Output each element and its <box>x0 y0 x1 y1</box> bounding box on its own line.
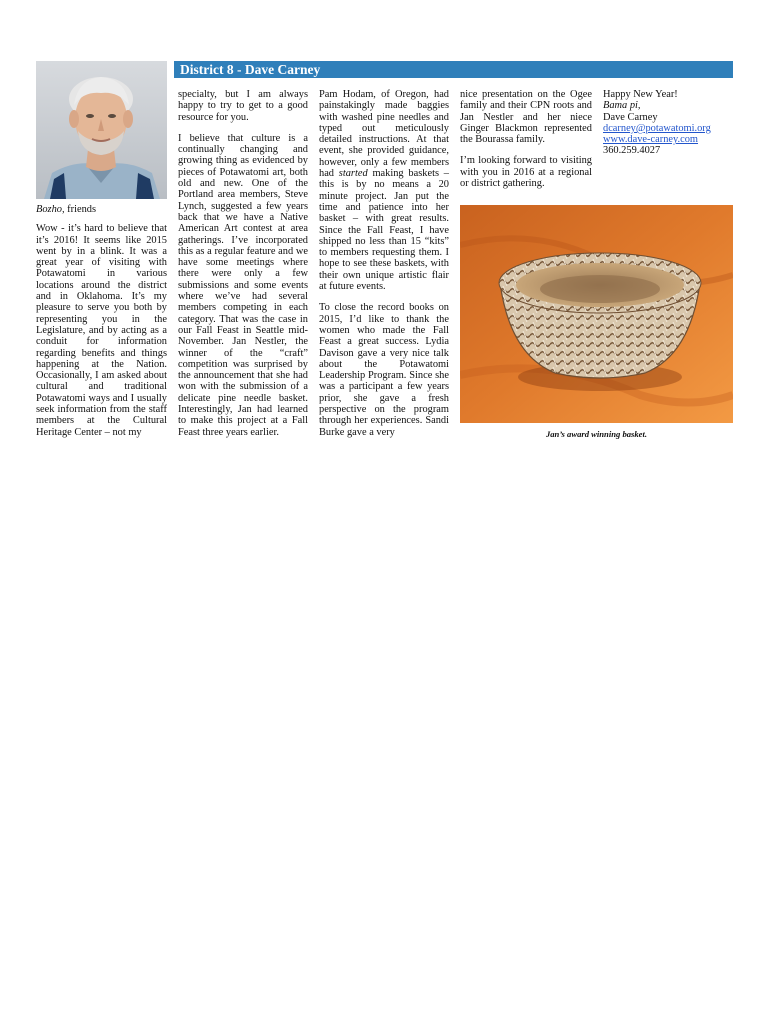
paragraph: nice presentation on the Ogee family and their CPN roots and Jan Nestler and her niece Ginger Blackmon represented the Bourassa family. <box>460 89 592 146</box>
photo-caption: Jan’s award winning basket. <box>545 429 648 439</box>
paragraph <box>319 89 449 292</box>
article-column-4 <box>460 89 592 189</box>
paragraph: I believe that culture is a continually changing and growing thing as evidenced by pieces of Potawatomi art, both old and new. One of the Portland area members, Steve Lynch, suggested a few years back that we have a Native American Art contest at area gatherings. I’ve incorporated this as a regular feature and we have some meetings where there were only a few submissions and some events where we’ve had several members competing in each category. That was the case in our Fall Feast in Seattle mid-November. Jan Nestler, the winner of the “craft” competition was surprised by the announcement that she had won with the submission of a delicate pine needle basket. Interestingly, Jan had learned to make this project at a Fall Feast three years earlier. <box>178 132 308 438</box>
basket-photo-icon <box>460 205 733 423</box>
paragraph: To close the record books on 2015, I’d like to thank the women who made the Fall Feast a great success. Lydia Davison gave a very nice talk about the Potawatomi Leadership Program. Since she was a participant a few years prior, she gave a fresh perspective on the program through her experiences. Sandi Burke gave a very <box>319 302 449 438</box>
author-name: Dave Carney <box>603 111 658 123</box>
greeting <box>36 204 167 215</box>
paragraph: Wow - it’s hard to believe that it’s 2016! It seems like 2015 went by in a blink. It was a great year of visiting with Potawatomi in various locations around the district and in Oklahoma. It’s my pleasure to serve you both by representing you in the Legislature, and by acting as a conduit for information regarding benefits and things happening at the Nation. Occasionally, I am asked about cultural and traditional Potawatomi ways and I usually seek information from the staff members at the Cultural Heritage Center – not my <box>36 223 167 438</box>
email-link[interactable]: dcarney@potawatomi.org <box>603 122 711 134</box>
paragraph: I’m looking forward to visiting with you in 2016 at a regional or district gathering. <box>460 155 592 190</box>
phone-number: 360.259.4027 <box>603 145 661 157</box>
portrait-photo-icon <box>36 61 167 199</box>
basket-photo <box>460 205 733 423</box>
emphasis-text: started <box>338 168 368 180</box>
signoff-line <box>603 100 733 111</box>
signoff-column <box>603 89 733 157</box>
article-column-1 <box>36 204 167 438</box>
page-title: District 8 - Dave Carney <box>180 62 321 77</box>
paragraph-text: Pam Hodam, of Oregon, had painstakingly made baggies with washed pine needles and typed out meticulously detailed instructions. At that event, she provided guidance, however, only a few members had <box>319 89 449 180</box>
article-column-2 <box>178 89 308 438</box>
portrait-photo <box>36 61 167 199</box>
paragraph: specialty, but I am always happy to try to get to a good resource for you. <box>178 89 308 123</box>
article-column-3 <box>319 89 449 438</box>
section-banner <box>174 61 733 78</box>
signoff-line: Happy New Year! <box>603 89 678 100</box>
paragraph-text: making baskets – this is by no means a 20 minute project. Jan put the time and patience into her basket – with great results. Since the Fall Feast, I have shipped no less than 15 “kits” to members requesting them. I hope to see these baskets, with their own unique artistic flair at future events. <box>319 168 449 293</box>
website-link[interactable]: www.dave-carney.com <box>603 134 699 146</box>
signoff-italic: Bama pi, <box>603 100 641 112</box>
greeting-rest: friends <box>64 204 97 215</box>
greeting-word: Bozho, <box>36 204 65 215</box>
